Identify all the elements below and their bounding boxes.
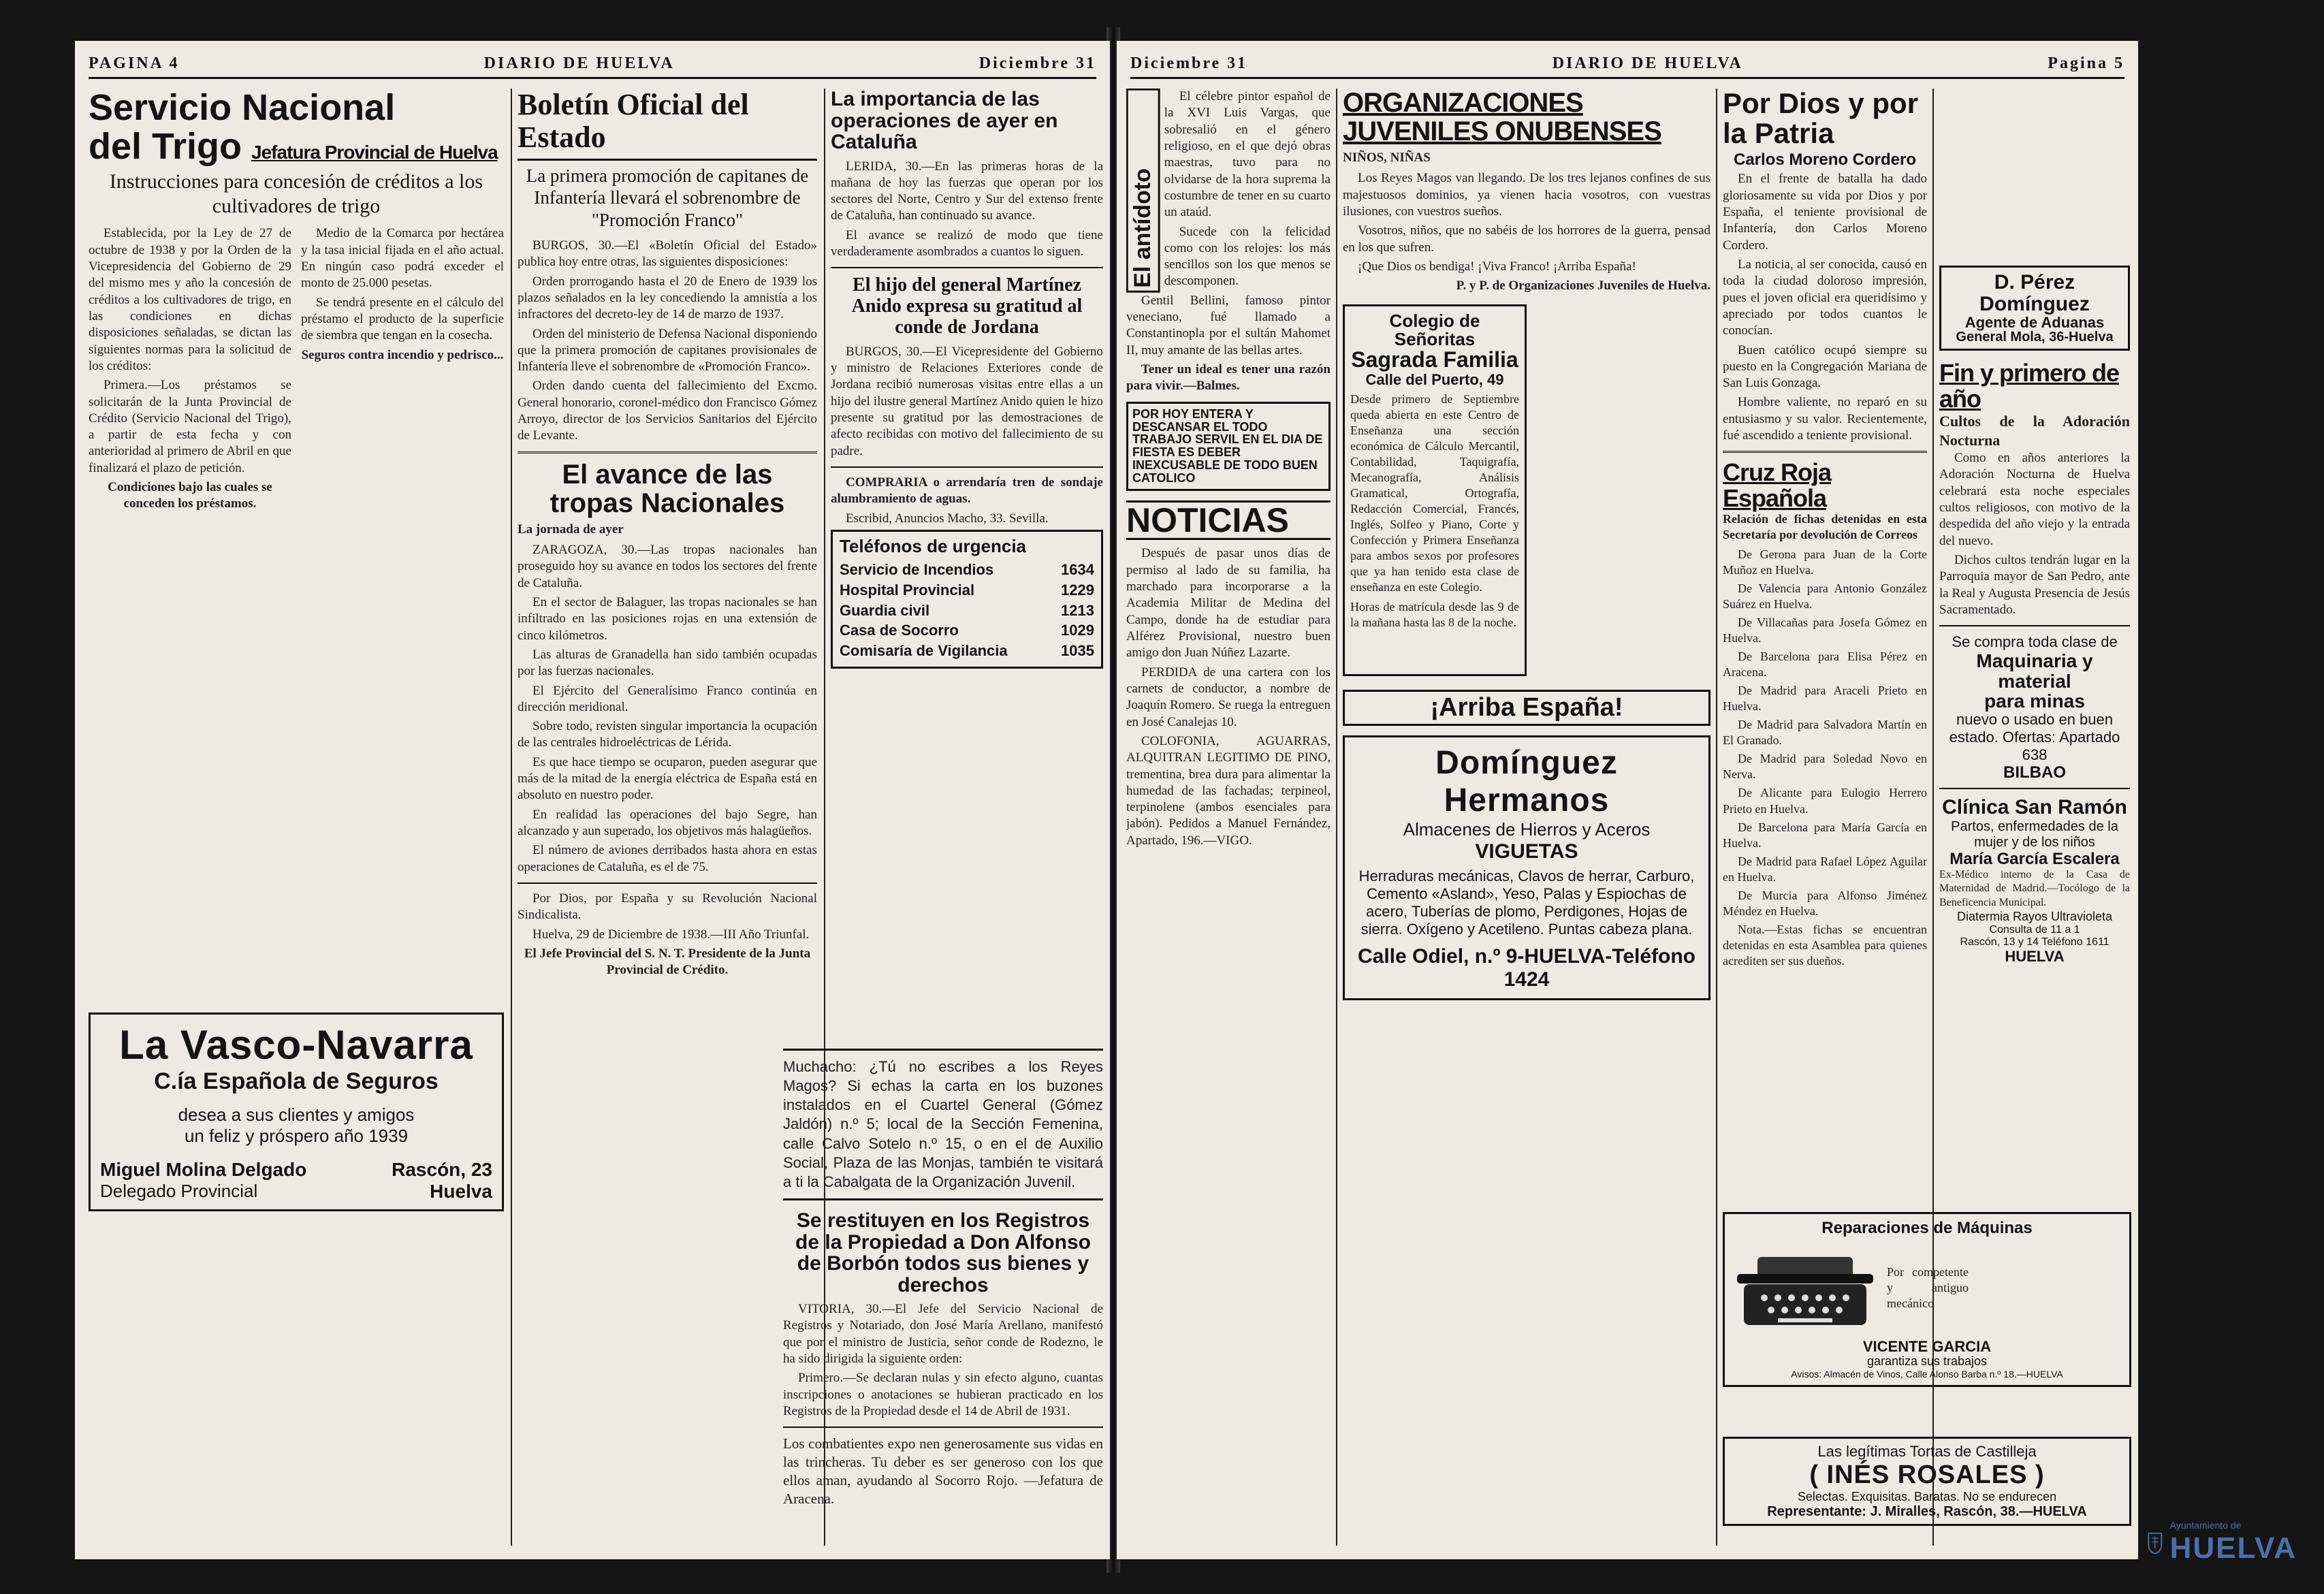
telefono-row bbox=[840, 560, 1094, 580]
domingo-banner: POR HOY ENTERA Y DESCANSAR EL TODO TRABAJO SERVIL EN EL DIA DE FIESTA ES DEBER INEXCUSABLE DE TODO BUEN CATOLICO bbox=[1126, 402, 1331, 491]
anido-body bbox=[831, 344, 1103, 460]
boletin-paragraph: Orden dando cuenta del fallecimiento del Excmo. General honorario, coronel-médico don Francisco Gómez Arroyo, director de los Servicios Sanitarios del Ejército de Levante. bbox=[518, 379, 817, 443]
dominguez-address: Calle Odiel, n.º 9-HUELVA-Teléfono 1424 bbox=[1358, 945, 1696, 991]
telefono-number: 1634 bbox=[1061, 561, 1094, 579]
dperez-role: Agente de Aduanas bbox=[1964, 314, 2105, 331]
column-organizaciones bbox=[1343, 89, 1710, 1546]
cruz-roja-nota: Nota.—Estas fichas se encuentran detenidas en esta Asamblea para quienes acrediten ser sus dueños. bbox=[1723, 922, 1927, 968]
boletin-body bbox=[518, 238, 817, 445]
fecha-paragraph: Huelva, 29 de Diciembre de 1938.—III Año Triunfal. bbox=[532, 927, 810, 942]
operaciones-paragraph: El avance se realizó de modo que tiene verdaderamente asombrados a cuantos lo siguen. bbox=[831, 227, 1103, 259]
trigo-paragraph: Medio de la Comarca por hectárea y la tasa inicial fijada en el año actual. En ningún caso podrá exceder el monto de 25.000 pesetas. bbox=[301, 226, 504, 291]
vasco-address: Rascón, 23 bbox=[392, 1158, 492, 1180]
arriba-espana: ¡Arriba España! bbox=[1343, 690, 1710, 727]
maquinas-name: VICENTE GARCIA bbox=[1862, 1338, 1992, 1356]
operaciones-title: La importancia de las operaciones de ayer en Cataluña bbox=[831, 89, 1058, 153]
trigo-body-b bbox=[301, 225, 504, 515]
compraria-ad bbox=[831, 475, 1103, 527]
cruz-roja-title: Cruz Roja Española bbox=[1723, 458, 1832, 513]
column-divider bbox=[511, 89, 512, 1546]
compraria-text: COMPRARIA o arrendaría tren de sondaje alumbramiento de aguas. bbox=[831, 475, 1103, 507]
clinica-address: Rascón, 13 y 14 Teléfono 1611 bbox=[1960, 936, 2110, 949]
patria-paragraph: Buen católico ocupó siempre su puesto en la Congregación Mariana de San Luis Gonzaga. bbox=[1723, 342, 1927, 391]
rosales-line-2: Selectas. Exquisitas. Baratas. No se endurecen bbox=[1797, 1490, 2057, 1503]
anido-paragraph: BURGOS, 30.—El Vicepresidente del Gobierno y ministro de Relaciones Exteriores conde de Jordana recibió numerosas visitas entre ellas a un hijo del ilustre general Martínez Anido quien le hizo presente su gratitud por las demostraciones de afecto recibidas con motivo del fallecimiento de su padre. bbox=[831, 344, 1103, 458]
trigo-title-2: del Trigo bbox=[89, 125, 242, 167]
saludo-text bbox=[518, 891, 817, 979]
organizaciones-paragraph: ¡Que Dios os bendiga! ¡Viva Franco! ¡Arriba España! bbox=[1358, 259, 1636, 274]
trigo-subtitle: Instrucciones para concesión de créditos a los cultivadores de trigo bbox=[109, 170, 483, 218]
avance-paragraph: En realidad las operaciones del bajo Segre, han alcanzado y aun superado, los objetivos más halagüeños. bbox=[518, 807, 817, 839]
archive-logo bbox=[2147, 1512, 2297, 1574]
trigo-article bbox=[89, 89, 504, 1006]
maquinaria-city: BILBAO bbox=[2003, 763, 2066, 782]
page-number: Pagina 5 bbox=[2048, 54, 2124, 72]
maquinas-ad bbox=[1723, 1212, 2131, 1387]
patria-paragraph: En el frente de batalla ha dado gloriosamente su vida por Dios y por España, el teniente provisional de Infantería, don Carlos Moreno Cordero. bbox=[1723, 172, 1927, 253]
trigo-signature: El Jefe Provincial del S. N. T. Presidente de la Junta Provincial de Crédito. bbox=[524, 946, 811, 978]
cruz-roja-entry: De Madrid para Soledad Novo en Nerva. bbox=[1723, 752, 1927, 782]
antidoto-label: El antídoto bbox=[1126, 89, 1160, 293]
anido-title: El hijo del general Martínez Anido expresa su gratitud al conde de Jordana bbox=[851, 274, 1083, 338]
cruz-roja-entry: De Valencia para Antonio González Suárez en Huelva. bbox=[1723, 581, 1927, 611]
clinica-line-1: Partos, enfermedades de la mujer y de los niños bbox=[1951, 819, 2118, 850]
organizaciones-kicker: NIÑOS, NIÑAS bbox=[1343, 150, 1431, 165]
dominguez-name: Domínguez Hermanos bbox=[1435, 745, 1618, 819]
newspaper-name: DIARIO DE HUELVA bbox=[1552, 54, 1743, 72]
telefonos-box bbox=[831, 530, 1103, 669]
organizaciones-body bbox=[1343, 170, 1710, 294]
avance-paragraph: El número de aviones derribados hasta ahora en estas operaciones de Cataluña, es el de 75. bbox=[518, 843, 817, 874]
cruz-roja-entry: De Murcia para Alfonso Jiménez Méndez en Huelva. bbox=[1723, 888, 1927, 918]
muchacho-text: Muchacho: ¿Tú no escribes a los Reyes Magos? Si echas la carta en los buzones instalados en el Cuartel General (Gómez Jaldón) n.º 5; local de la Sección Femenina, calle Calvo Sotelo n.º 15, o en el de Auxilio Social, Plaza de las Monjas, también te visitará a ti la Cabalgata de la Organización Juvenil. bbox=[783, 1049, 1103, 1200]
dominguez-line-3: Herraduras mecánicas, Clavos de herrar, Carburo, Cemento «Asland», Yeso, Palas y Espiochas de acero, Tuberías de plomo, Perdigones, Hojas de sierra. Oxígeno y Acetileno. Puntas cabeza plana. bbox=[1358, 867, 1695, 938]
section-rule bbox=[783, 1426, 1103, 1428]
patria-name: Carlos Moreno Cordero bbox=[1733, 150, 1917, 170]
trigo-title-1: Servicio Nacional bbox=[89, 89, 396, 128]
page-header-left bbox=[89, 50, 1096, 79]
clinica-line-3: Diatermia Rayos Ultravioleta bbox=[1956, 910, 2113, 924]
antidoto-body-b bbox=[1126, 293, 1331, 395]
vasco-company: C.ía Española de Seguros bbox=[154, 1068, 439, 1094]
telefono-number: 1229 bbox=[1061, 581, 1094, 599]
section-rule bbox=[831, 466, 1103, 468]
column-trigo bbox=[89, 89, 504, 1546]
telefono-row bbox=[840, 641, 1094, 661]
crest-icon bbox=[2147, 1519, 2163, 1567]
typewriter-icon bbox=[1730, 1237, 1880, 1339]
rosales-line-1: Las legítimas Tortas de Castilleja bbox=[1817, 1443, 2037, 1460]
noticias-paragraph: COLOFONIA, AGUARRAS, ALQUITRAN LEGITIMO DE PINO, trementina, brea dura para alimentar la humedad de las fachadas; terpineol, terpinolene (ambos esenciales para jabón). Pedidos a Manuel Fernández, Apartado, 196.—VIGO. bbox=[1126, 733, 1331, 848]
trigo-paragraph: Establecida, por la Ley de 27 de octubre de 1938 y por la Orden de la Vicepresidencia del Gobierno de 29 del mismo mes y año la concesión de créditos a los cultivadores de trigo, en las condiciones en dichas disposiciones señaladas, se dictan las siguientes normas para la solicitud de los créditos: bbox=[89, 226, 291, 373]
antidoto-paragraph: Tener un ideal es tener una razón para vivir.—Balmes. bbox=[1126, 362, 1331, 394]
vasco-city: Huelva bbox=[430, 1180, 492, 1202]
colegio-hours: Horas de matrícula desde las 9 de la mañana hasta las 8 de la noche. bbox=[1350, 600, 1519, 630]
organizaciones-paragraph: Los Reyes Magos van llegando. De los tres lejanos confines de sus majestuosos dominios, ya vienen hacia vosotros, con vuestras ilusiones, con vuestros sueños. bbox=[1343, 171, 1710, 219]
logo-name: HUELVA bbox=[2169, 1531, 2297, 1565]
maquinas-address: Avisos: Almacén de Vinos, Calle Alonso Barba n.º 18.—HUELVA bbox=[1791, 1369, 2063, 1380]
vasco-role: Delegado Provincial bbox=[100, 1180, 258, 1201]
issue-date: Diciembre 31 bbox=[1130, 54, 1248, 72]
saludo-paragraph: Por Dios, por España y su Revolución Nacional Sindicalista. bbox=[518, 891, 817, 923]
avance-paragraph: El Ejército del Generalísimo Franco continúa en dirección meridional. bbox=[518, 683, 817, 714]
page-5 bbox=[1117, 41, 2138, 1559]
cruz-roja-entry: De Madrid para Araceli Prieto en Huelva. bbox=[1723, 684, 1927, 714]
fin-ano-paragraph: Dichos cultos tendrán lugar en la Parroquia mayor de San Pedro, ante la Real y Augusta Presencia de Jesús Sacramentado. bbox=[1939, 552, 2130, 617]
section-rule bbox=[1939, 788, 2130, 789]
page-header-right bbox=[1130, 50, 2124, 79]
muchacho-notice bbox=[783, 1049, 1103, 1508]
avance-title: El avance de las tropas Nacionales bbox=[550, 459, 785, 518]
newspaper-name: DIARIO DE HUELVA bbox=[483, 54, 675, 72]
telefono-row bbox=[840, 580, 1094, 601]
maquinas-side: Por competente y antiguo mecánico bbox=[1887, 1264, 1969, 1310]
registros-paragraph: VITORIA, 30.—El Jefe del Servicio Nacional de Registros y Notariado, don José María Arellano, manifestó que por el ministro de Justicia, señor conde de Rodezno, le ha sido dirigida la siguiente orden: bbox=[783, 1302, 1103, 1367]
dperez-ad bbox=[1939, 266, 2130, 351]
organizaciones-paragraph: Vosotros, niños, que no sabéis de los horrores de la guerra, pensad en los que sufren. bbox=[1343, 223, 1710, 255]
maquinaria-ad bbox=[1939, 633, 2130, 781]
dominguez-ad bbox=[1343, 735, 1710, 1000]
colegio-title-2: Sagrada Familia bbox=[1351, 347, 1518, 372]
dominguez-line-1: Almacenes de Hierros y Aceros bbox=[1403, 819, 1651, 840]
patria-paragraph: La noticia, al ser conocida, causó en toda la ciudad doloroso impresión, pues el joven oficial era queridísimo y apreciado por todos cuantos le conocían. bbox=[1723, 257, 1927, 338]
trigo-body-a bbox=[89, 225, 291, 515]
clinica-city: HUELVA bbox=[2005, 948, 2065, 966]
column-antidoto bbox=[1126, 89, 1331, 1546]
page-4 bbox=[75, 41, 1110, 1559]
fin-ano-title: Fin y primero de año bbox=[1939, 359, 2120, 413]
maquinaria-title-1: Maquinaria y material bbox=[1976, 650, 2093, 692]
telefono-number: 1035 bbox=[1061, 641, 1094, 659]
telefono-label: Hospital Provincial bbox=[840, 581, 975, 599]
boletin-title: Boletín Oficial del Estado bbox=[518, 89, 817, 161]
colegio-address: Calle del Puerto, 49 bbox=[1365, 370, 1504, 388]
cruz-roja-subtitle: Relación de fichas detenidas en esta Secretaría por devolución de Correos bbox=[1723, 511, 1927, 541]
organizaciones-signature: P. y P. de Organizaciones Juveniles de Huelva. bbox=[1456, 278, 1710, 293]
vasco-name: La Vasco-Navarra bbox=[119, 1021, 473, 1068]
patria-body bbox=[1723, 171, 1927, 444]
cruz-roja-entry: De Gerona para Juan de la Corte Muñoz en Huelva. bbox=[1723, 547, 1927, 577]
fin-ano-body bbox=[1939, 450, 2130, 618]
antidoto-paragraph: Gentil Bellini, famoso pintor veneciano, fué llamado a Constantinopla por el sultán Mahomet II, muy amante de las bellas artes. bbox=[1126, 293, 1331, 357]
operaciones-paragraph: LERIDA, 30.—En las primeras horas de la mañana de hoy las fuerzas que operan por los sectores del Norte, Centro y Sur del extenso frente de Cataluña, han continuado su avance. bbox=[831, 159, 1103, 223]
maquinas-title: Reparaciones de Máquinas bbox=[1821, 1219, 2033, 1237]
antidoto-paragraph: El célebre pintor español de la XVI Luis Vargas, que sobresalió en el género religioso, en el que dejó obras maestras, tuvo para no olvidarse de la hora suprema la costumbre de tener en su cuarto un ataúd. bbox=[1164, 89, 1331, 220]
section-rule bbox=[831, 267, 1103, 268]
rosales-line-3: Representante: J. Miralles, Rascón, 38.—HUELVA bbox=[1767, 1504, 2087, 1519]
dperez-address: General Mola, 36-Huelva bbox=[1956, 330, 2114, 345]
trigo-paragraph: Seguros contra incendio y pedrisco... bbox=[301, 347, 504, 362]
maquinas-guarantee: garantiza sus trabajos bbox=[1866, 1354, 1988, 1369]
antidoto-body bbox=[1164, 89, 1331, 293]
colegio-ad bbox=[1343, 304, 1527, 676]
colegio-title-1: Colegio de Señoritas bbox=[1389, 310, 1480, 349]
section-rule bbox=[1939, 625, 2130, 626]
telefono-number: 1029 bbox=[1061, 622, 1094, 639]
column-boletin bbox=[518, 89, 817, 1546]
clinica-line-4: Consulta de 11 a 1 bbox=[1989, 924, 2080, 936]
vasco-greeting-1: desea a sus clientes y amigos bbox=[178, 1104, 415, 1125]
noticias-body bbox=[1126, 545, 1331, 849]
maquinaria-text: nuevo o usado en buen estado. Ofertas: Apartado 638 bbox=[1949, 711, 2120, 764]
clinica-line-2: Ex-Médico interno de la Casa de Maternidad de Madrid.—Tocólogo de la Beneficencia Municipal. bbox=[1939, 868, 2130, 908]
trigo-paragraph: Primera.—Los préstamos se solicitarán de la Junta Provincial de Crédito (Servicio Nacional del Trigo), a partir de esta fecha y con anterioridad al primero de Abril en que finalizará el plazo de petición. bbox=[89, 378, 291, 475]
boletin-paragraph: BURGOS, 30.—El «Boletín Oficial del Estado» publica hoy entre otras, las siguientes disposiciones: bbox=[518, 238, 817, 270]
cruz-roja-entry: De Alicante para Eulogio Herrero Prieto en Huelva. bbox=[1723, 786, 1927, 816]
organizaciones-title: ORGANIZACIONES JUVENILES ONUBENSES bbox=[1343, 89, 1661, 146]
section-rule bbox=[518, 451, 817, 453]
boletin-paragraph: Orden del ministerio de Defensa Nacional disponiendo que la primera promoción de capitanes provisionales de Infantería lleve el sobrenombre de «Promoción Franco». bbox=[518, 326, 817, 374]
avance-paragraph: ZARAGOZA, 30.—Las tropas nacionales han proseguido hoy su avance en todos los sectores del frente de Cataluña. bbox=[518, 543, 817, 590]
colegio-text: Desde primero de Septiembre queda abierta en este Centro de Enseñanza una sección económica de Cálculo Mercantil, Contabilidad, Taquigrafía, Mecanografía, Análisis Gramatical, Ortografía, Redacción Comercial, Francés, Inglés, Solfeo y Piano, Corte y Confección y Primera Enseñanza para ambos sexos por profesores que ya han tenido esta clase de enseñanza en este Colegio. bbox=[1350, 392, 1519, 594]
telefono-row bbox=[840, 601, 1094, 621]
avance-paragraph: Es que hace tiempo se ocuparon, pueden asegurar que más de la mitad de la energía eléctrica de España está en absoluto en nuestro poder. bbox=[518, 754, 817, 803]
avance-paragraph: Sobre todo, revisten singular importancia la ocupación de las centrales hidroeléctricas de Lérida. bbox=[518, 719, 817, 750]
operaciones-body bbox=[831, 159, 1103, 261]
fin-ano-subtitle: Cultos de la Adoración Nocturna bbox=[1939, 412, 2130, 449]
vasco-greeting-2: un feliz y próspero año 1939 bbox=[184, 1125, 409, 1146]
registros-body bbox=[783, 1301, 1103, 1420]
avance-paragraph: Las alturas de Granadella han sido también ocupadas por las fuerzas nacionales. bbox=[518, 647, 817, 679]
telefonos-title: Teléfonos de urgencia bbox=[840, 535, 1027, 556]
trigo-jefatura: Jefatura Provincial de Huelva bbox=[251, 141, 498, 163]
column-divider bbox=[1716, 89, 1717, 1546]
logo-small: Ayuntamiento de bbox=[2169, 1520, 2242, 1531]
cruz-roja-entry: De Barcelona para Elisa Pérez en Aracena. bbox=[1723, 650, 1927, 680]
boletin-subtitle: La primera promoción de capitanes de Infantería llevará el sobrenombre de "Promoción Franco" bbox=[526, 165, 809, 230]
maquinaria-title-2: para minas bbox=[1984, 690, 2085, 712]
avance-paragraph: En el sector de Balaguer, las tropas nacionales se han infiltrado en las posiciones rojas en una extensión de cinco kilómetros. bbox=[518, 594, 817, 643]
clinica-title: Clínica San Ramón bbox=[1942, 796, 2127, 819]
section-rule bbox=[1723, 451, 1927, 453]
fin-ano-paragraph: Como en años anteriores la Adoración Nocturna de Huelva celebrará esta noche especiales cultos religiosos, con motivo de la despedida del año viejo y la entrada del nuevo. bbox=[1939, 451, 2130, 548]
registros-title: Se restituyen en los Registros de la Propiedad a Don Alfonso de Borbón todos sus bienes y derechos bbox=[795, 1209, 1091, 1296]
telefono-number: 1213 bbox=[1061, 601, 1094, 619]
boletin-paragraph: Orden prorrogando hasta el 20 de Enero de 1939 los plazos señalados en la ley concediendo la amnistía a los infractores del decreto-ley de 14 de marzo de 1937. bbox=[518, 274, 817, 322]
compraria-contact: Escribid, Anuncios Macho, 33. Sevilla. bbox=[846, 511, 1049, 526]
maquinaria-intro: Se compra toda clase de bbox=[1952, 633, 2118, 651]
cruz-roja-entry: De Villacañas para Josefa Gómez en Huelva. bbox=[1723, 616, 1927, 645]
trigo-paragraph: Se tendrá presente en el cálculo del préstamo el producto de la superficie de siembra que tengan en la cosecha. bbox=[301, 295, 504, 343]
cruz-roja-entry: De Madrid para Rafael López Aguilar en Huelva. bbox=[1723, 854, 1927, 884]
section-rule bbox=[518, 882, 817, 884]
combatientes-text: Los combatientes expo nen generosamente sus vidas en las trincheras. Tu deber es ser generoso con los que ellos aman, ayudando al Socorro Rojo. —Jefatura de Aracena. bbox=[783, 1435, 1103, 1507]
cruz-roja-list bbox=[1723, 547, 1927, 969]
avance-kicker: La jornada de ayer bbox=[518, 522, 624, 537]
rosales-ad bbox=[1723, 1437, 2131, 1526]
registros-paragraph: Primero.—Se declaran nulas y sin efecto alguno, cuantas inscripciones o anotaciones se hubieran practicado en los Registros de la Propiedad desde el 14 de Abril de 1931. bbox=[783, 1371, 1103, 1418]
cruz-roja-entry: De Barcelona para María García en Huelva. bbox=[1723, 820, 1927, 850]
dperez-name: D. Pérez Domínguez bbox=[1979, 271, 2090, 315]
noticias-title: NOTICIAS bbox=[1126, 500, 1331, 541]
column-divider bbox=[1336, 89, 1337, 1546]
telefono-label: Servicio de Incendios bbox=[840, 561, 994, 579]
clinica-doctor: María García Escalera bbox=[1949, 850, 2120, 869]
telefono-label: Guardia civil bbox=[840, 601, 930, 619]
issue-date: Diciembre 31 bbox=[978, 54, 1096, 72]
patria-title: Por Dios y por la Patria bbox=[1723, 89, 1919, 150]
rosales-name: ( INÉS ROSALES ) bbox=[1809, 1461, 2045, 1489]
trigo-paragraph: Condiciones bajo las cuales se conceden los préstamos. bbox=[108, 480, 272, 511]
noticias-paragraph: PERDIDA de una cartera con los carnets de conductor, a nombre de Joaquín Romero. Se ruega la entreguen en José Canalejas 10. bbox=[1126, 665, 1331, 729]
page-number: PAGINA 4 bbox=[89, 54, 180, 72]
dominguez-line-2: VIGUETAS bbox=[1475, 840, 1578, 863]
patria-paragraph: Hombre valiente, no reparó en su entusiasmo y su valor. Recientemente, fué ascendido a teniente provisional. bbox=[1723, 395, 1927, 443]
vasco-person: Miguel Molina Delgado bbox=[100, 1158, 307, 1180]
clinica-ad bbox=[1939, 796, 2130, 964]
ad-vasco-navarra bbox=[89, 1013, 504, 1211]
avance-body bbox=[518, 542, 817, 876]
cruz-roja-entry: De Madrid para Salvadora Martín en El Granado. bbox=[1723, 718, 1927, 748]
antidoto-paragraph: Sucede con la felicidad como con los relojes: los más sencillos son los que menos se descomponen. bbox=[1164, 224, 1331, 289]
noticias-paragraph: Después de pasar unos días de permiso al lado de su familia, ha marchado para incorporarse a la Academia Militar de Medina del Campo, donde ha de estudiar para Alférez Provisional, nuestro buen amigo don Juan Núñez Lazarte. bbox=[1126, 546, 1331, 660]
telefono-label: Comisaría de Vigilancia bbox=[840, 641, 1008, 659]
telefono-label: Casa de Socorro bbox=[840, 622, 959, 639]
telefono-row bbox=[840, 620, 1094, 641]
